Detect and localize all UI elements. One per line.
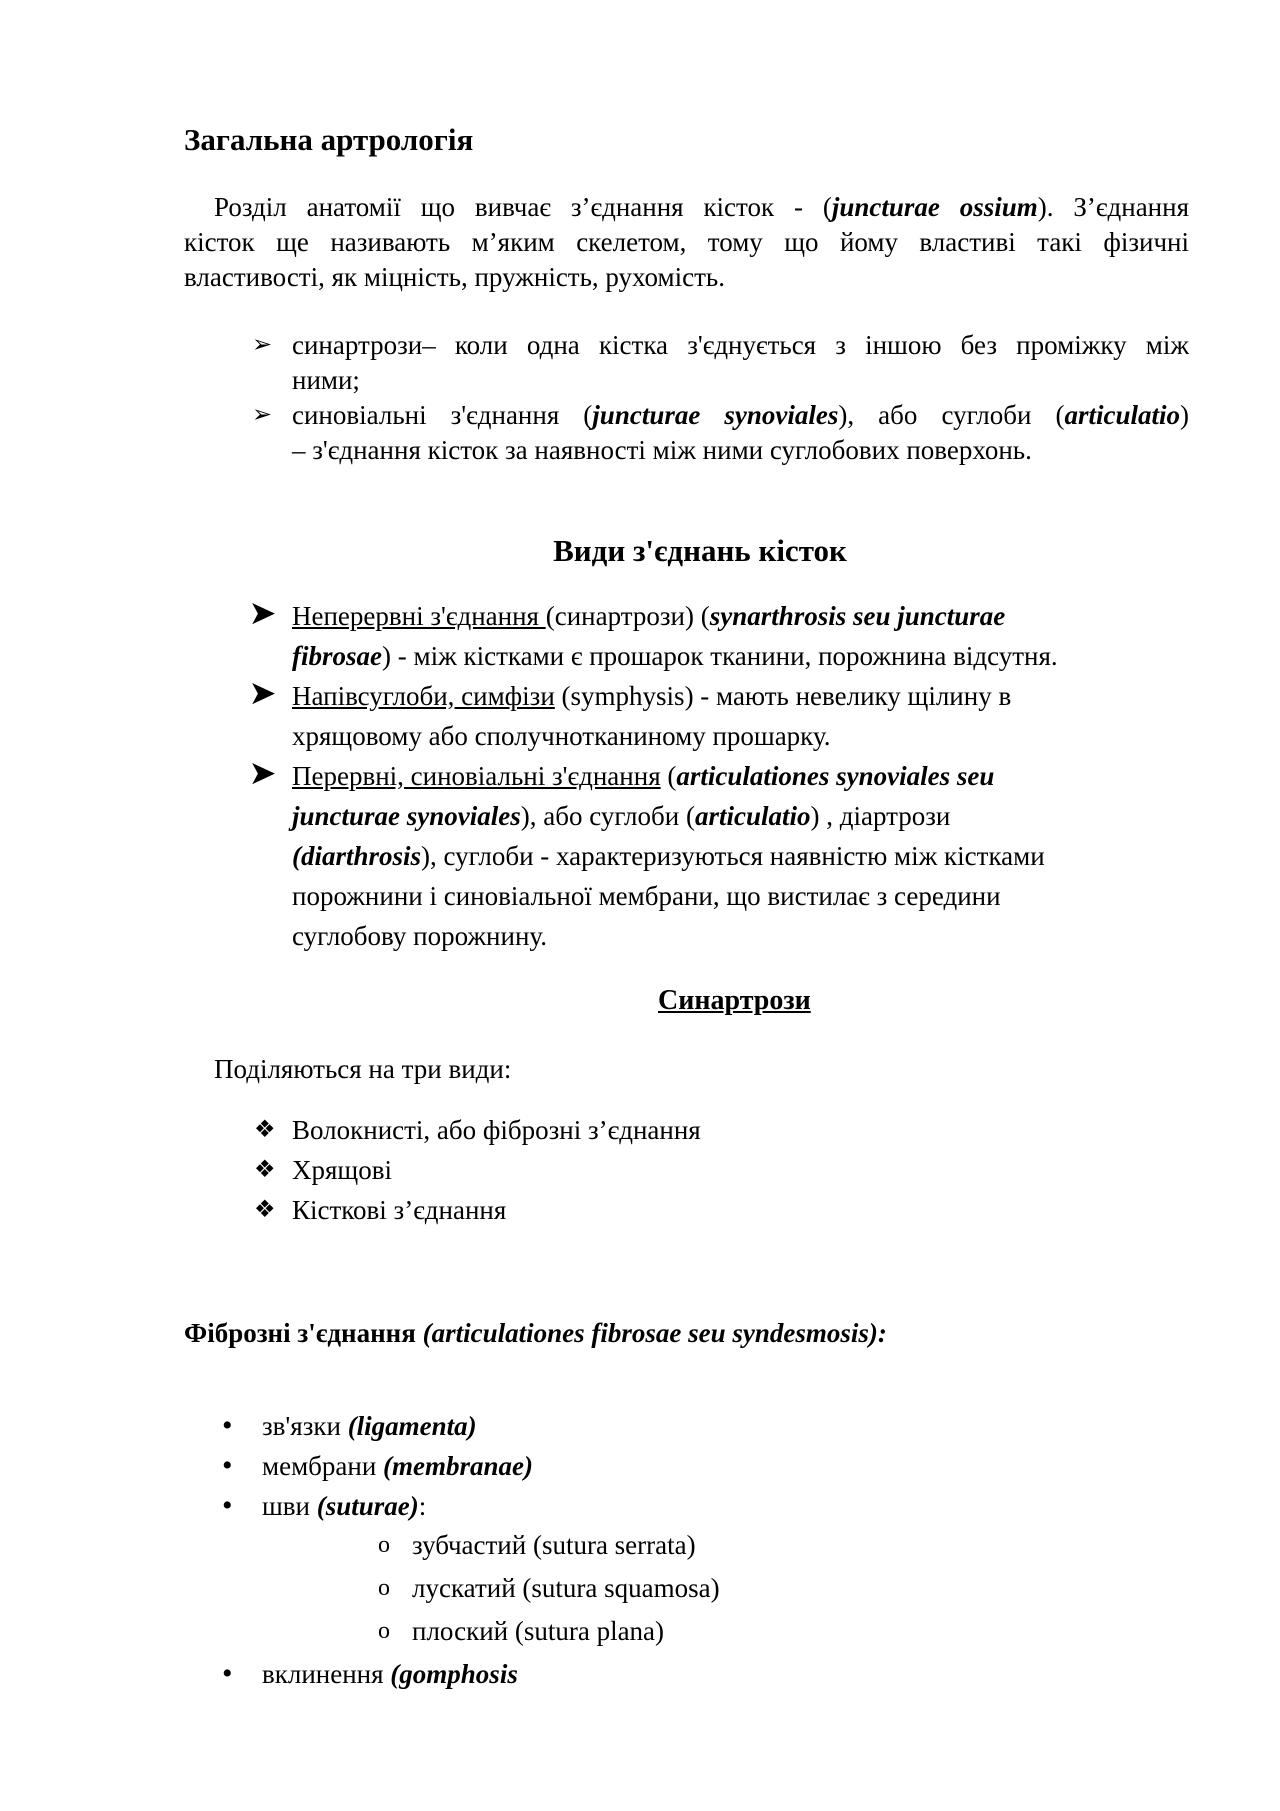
types-text: ) , діартрози [810,801,951,831]
list1-item2-line2: – з'єднання кісток за наявності між ними суглобових поверхонь. [292,435,1032,465]
synarthroses-item: Волокнисті, або фіброзні з’єднання [292,1115,701,1145]
types-item2-title: Напівсуглоби, симфізи [292,681,555,711]
arrow-bullet-icon: ➢ [252,402,273,428]
types-item1-line1 [292,599,1005,633]
types-item2-line1 [292,679,1011,713]
fibrous-text: вклинення [262,1659,391,1689]
suture-item: плоский (sutura plana) [412,1616,665,1646]
suture-item: лускатий (sutura squamosa) [412,1573,720,1603]
bullet-icon: • [222,1489,233,1522]
fibrous-text: зв'язки [262,1411,348,1441]
bullet-icon: • [222,1409,233,1442]
bullet-icon: • [222,1657,233,1690]
fibrous-term: (gomphosis [390,1659,518,1689]
types-item1-line2 [292,639,1058,673]
types-text: ), або суглоби ( [520,801,695,831]
list-term: articulatio [1064,400,1180,430]
types-text: (синартрози) ( [545,601,710,631]
types-item3-line4: порожнини і синовіальної мембрани, що вистилає з середини [292,881,1001,911]
list1-item1-line2: ними; [292,365,360,395]
arrow-bullet-icon: ➤ [250,757,276,790]
fibrous-term: (suturae) [316,1491,419,1521]
circle-bullet-icon: o [378,1575,390,1601]
types-text: ) - між кістками є прошарок тканини, порожнина відсутня. [382,641,1058,671]
fibrous-term: (membranae) [383,1451,534,1481]
intro-line-1 [184,190,1189,224]
diamond-bullet-icon: ❖ [254,1117,276,1143]
synarthroses-item: Хрящові [292,1155,392,1185]
page-title: Загальна артрологія [184,122,474,157]
diamond-bullet-icon: ❖ [254,1157,276,1183]
arrow-bullet-icon: ➢ [252,332,273,358]
types-text: ), суглоби - характеризуються наявністю між кістками [421,841,1045,871]
types-item1-title: Неперервні з'єднання [292,601,546,631]
fibrous-text: : [418,1491,427,1521]
types-item2-line2: хрящовому або сполучнотканиному прошарку. [292,721,831,751]
fibrous-item [262,1489,426,1523]
types-term: fibrosae [292,641,382,671]
types-term: (diarthrosis [292,841,422,871]
fibrous-heading-term: (articulationes fibrosae seu syndesmosis): [422,1318,887,1348]
list-text: ) [1180,400,1189,430]
fibrous-text: шви [262,1491,317,1521]
circle-bullet-icon: o [378,1618,390,1644]
synarthroses-item: Кісткові з’єднання [292,1195,507,1225]
fibrous-item [262,1657,518,1691]
list1-item1-line1: синартрози– коли одна кістка з'єднується з іншою без проміжку між [292,330,1189,360]
arrow-bullet-icon: ➤ [250,597,276,630]
types-item3-line1 [292,759,994,793]
intro-text: ). З’єднання [1037,192,1189,222]
types-term: articulatio [694,801,811,831]
intro-term: juncturae ossium [831,192,1038,222]
section-heading-fibrous [184,1316,887,1350]
section-heading-types: Види з'єднань кісток [553,533,847,568]
list-term: juncturae synoviales [592,400,839,430]
types-term: articulationes synoviales seu [676,761,995,791]
types-term: juncturae synoviales [292,801,521,831]
intro-line-2: кісток ще називають м’яким скелетом, тому що йому властиві такі фізичні [184,227,1189,257]
synarthroses-intro: Поділяються на три види: [214,1054,512,1084]
fibrous-text: мембрани [262,1451,384,1481]
types-text: ( [660,761,677,791]
list-text: синовіальні з'єднання ( [292,400,593,430]
types-text: (symphysis) - мають невелику щілину в [554,681,1012,711]
circle-bullet-icon: o [378,1532,390,1558]
types-item3-line2 [292,799,950,833]
fibrous-item [262,1449,533,1483]
types-item3-title: Перервні, синовіальні з'єднання [292,761,661,791]
intro-text: Розділ анатомії що вивчає з’єднання кісток - ( [214,192,832,222]
intro-line-3: властивості, як міцність, пружність, рухомість. [184,262,725,292]
types-item3-line5: суглобову порожнину. [292,921,547,951]
diamond-bullet-icon: ❖ [254,1197,276,1223]
types-item3-line3 [292,839,1045,873]
arrow-bullet-icon: ➤ [250,677,276,710]
bullet-icon: • [222,1449,233,1482]
list-text: ), або суглоби ( [838,400,1065,430]
fibrous-term: (ligamenta) [347,1411,477,1441]
fibrous-heading-text: Фіброзні з'єднання [184,1318,423,1348]
fibrous-item [262,1409,477,1443]
types-term: synarthrosis seu juncturae [709,601,1006,631]
section-heading-synarthroses: Синартрози [658,985,811,1016]
suture-item: зубчастий (sutura serrata) [412,1530,696,1560]
list1-item2-line1 [292,398,1189,432]
